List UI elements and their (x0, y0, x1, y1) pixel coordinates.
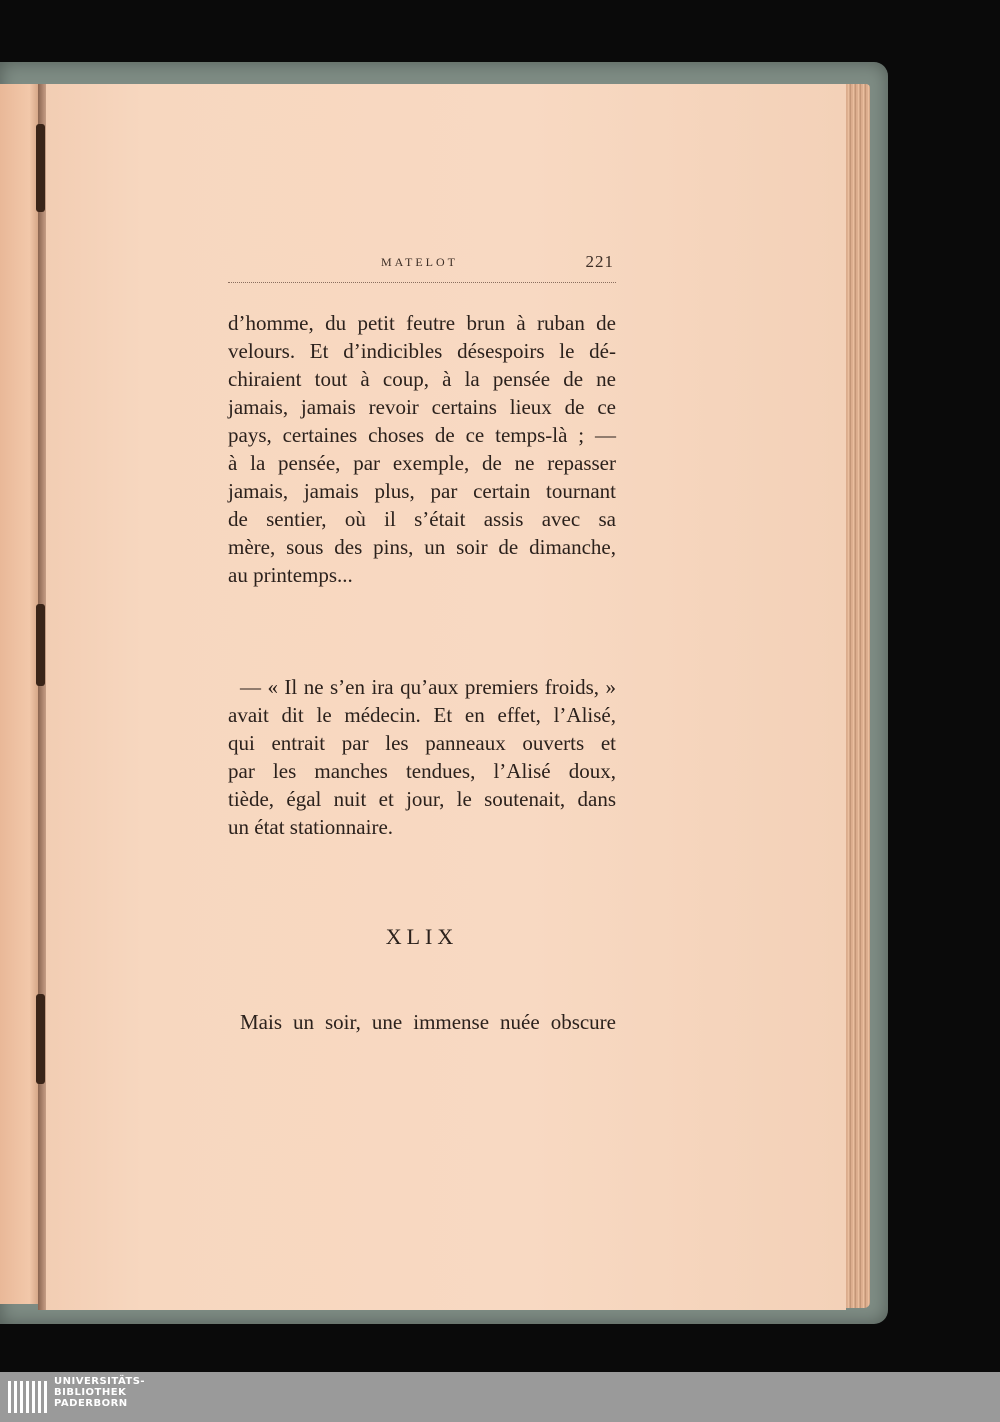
text-line: — « Il ne s’en ira qu’aux premiers froids, » (240, 675, 616, 699)
text-line: Mais un soir, une immense nuée obscure (240, 1010, 616, 1034)
text-line: qui entrait par les panneaux ouverts et (228, 731, 616, 755)
text-line: mère, sous des pins, un soir de dimanche, (228, 535, 616, 559)
page-number: 221 (585, 252, 614, 271)
text-line: jamais, jamais revoir certains lieux de ce (228, 395, 616, 419)
library-name-line: BIBLIOTHEK (54, 1387, 127, 1398)
text-line: de sentier, où il s’était assis avec sa (228, 507, 616, 531)
text-line: avait dit le médecin. Et en effet, l’Alisé, (228, 703, 616, 727)
library-name-line: UNIVERSITÄTS- (54, 1376, 146, 1387)
library-name-line: PADERBORN (54, 1398, 128, 1409)
chapter-heading: XLIX (385, 924, 459, 949)
text-line: jamais, jamais plus, par certain tournant (228, 479, 616, 503)
library-name (54, 1376, 145, 1409)
binding-stitch (36, 604, 45, 686)
binding-stitch (36, 124, 45, 212)
running-header (228, 252, 616, 283)
text-line: un état stationnaire. (228, 815, 394, 839)
text-line: tiède, égal nuit et jour, le soutenait, dans (228, 787, 616, 811)
binding-stitch (36, 994, 45, 1084)
text-line: velours. Et d’indicibles désespoirs le dé- (228, 339, 616, 363)
text-line: par les manches tendues, l’Alisé doux, (228, 759, 616, 783)
library-footer (0, 1372, 1000, 1422)
running-title: MATELOT (381, 255, 458, 269)
text-line: chiraient tout à coup, à la pensée de ne (228, 367, 616, 391)
page-edges (842, 84, 870, 1308)
left-page-edge (0, 84, 42, 1304)
text-line: d’homme, du petit feutre brun à ruban de (228, 311, 616, 335)
text-line: au printemps... (228, 563, 353, 587)
text-line: à la pensée, par exemple, de ne repasser (228, 451, 616, 475)
library-logo-icon (6, 1377, 50, 1417)
text-line: pays, certaines choses de ce temps-là ; — (228, 423, 616, 447)
